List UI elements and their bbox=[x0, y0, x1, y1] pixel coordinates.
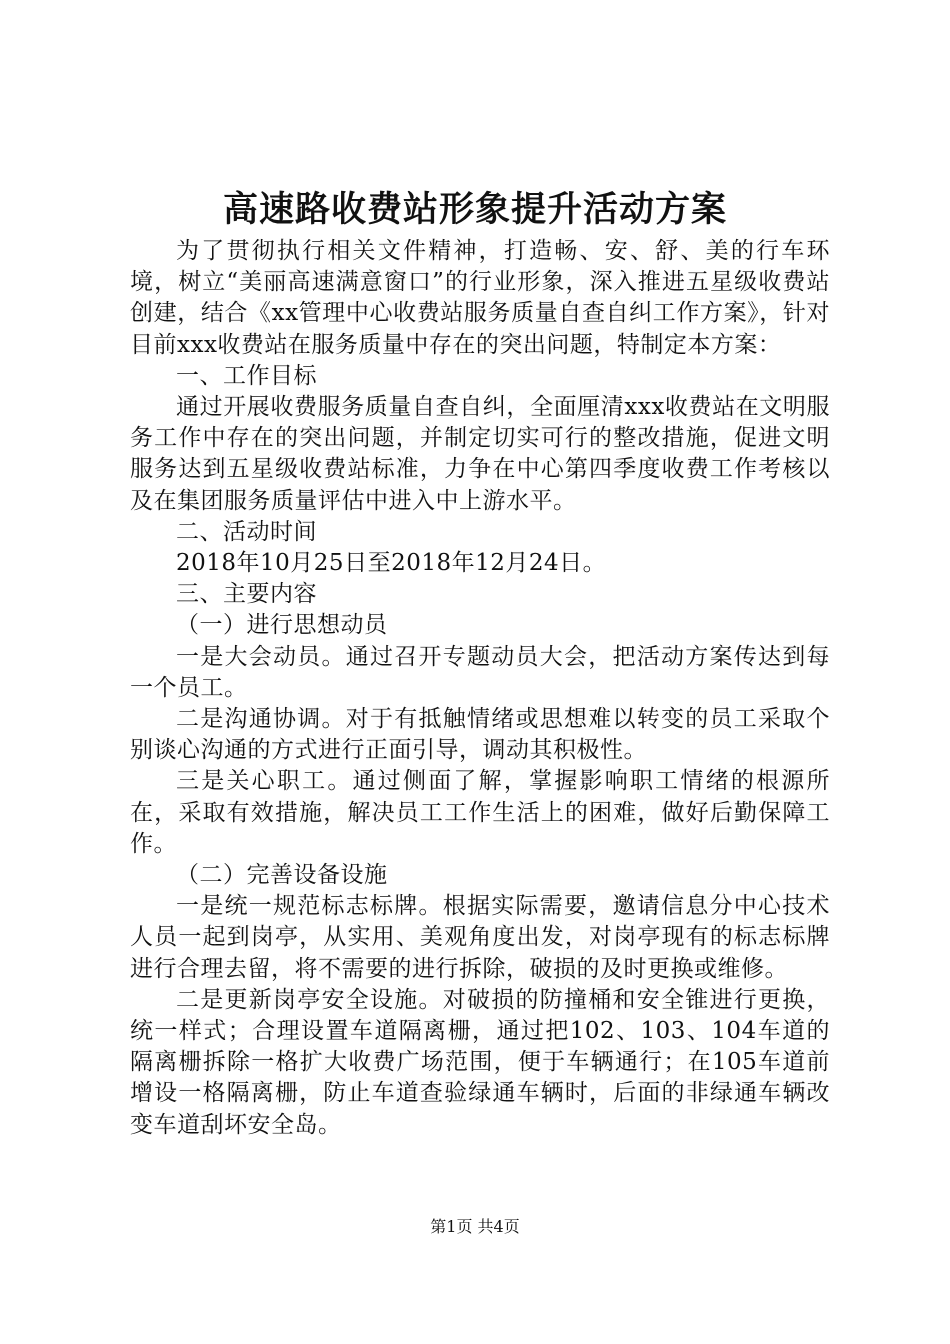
goals-paragraph: 通过开展收费服务质量自查自纠，全面厘清xxx收费站在文明服务工作中存在的突出问题，并制定切实可行的整改措施，促进文明服务达到五星级收费站标准，力争在中心第四季度收费工作考核以及在集团服务质量评估中进入中上游水平。 bbox=[130, 394, 830, 514]
facilities-item-1: 一是统一规范标志标牌。根据实际需要，邀请信息分中心技术人员一起到岗亭，从实用、美观角度出发，对岗亭现有的标志标牌进行合理去留，将不需要的进行拆除，破损的及时更换或维修。 bbox=[130, 893, 830, 982]
subsection-heading-facilities: （二）完善设备设施 bbox=[176, 862, 388, 889]
time-paragraph: 2018年10月25日至2018年12月24日。 bbox=[176, 550, 607, 577]
mobilization-item-1: 一是大会动员。通过召开专题动员大会，把活动方案传达到每一个员工。 bbox=[130, 643, 830, 701]
facilities-item-2: 二是更新岗亭安全设施。对破损的防撞桶和安全锥进行更换，统一样式；合理设置车道隔离栅，通过把102、103、104车道的隔离栅拆除一格扩大收费广场范围，便于车辆通行；在105车道前增设一格隔离栅，防止车道查验绿通车辆时，后面的非绿通车辆改变车道刮坏安全岛。 bbox=[130, 986, 830, 1138]
mobilization-item-3: 三是关心职工。通过侧面了解，掌握影响职工情绪的根源所在，采取有效措施，解决员工工作生活上的困难，做好后勤保障工作。 bbox=[130, 768, 830, 857]
section-heading-time: 二、活动时间 bbox=[176, 518, 317, 545]
section-heading-content: 三、主要内容 bbox=[176, 581, 317, 608]
page-footer: 第1页 共4页 bbox=[430, 1217, 520, 1236]
intro-paragraph: 为了贯彻执行相关文件精神，打造畅、安、舒、美的行车环境，树立“美丽高速满意窗口”的行业形象，深入推进五星级收费站创建，结合《xx管理中心收费站服务质量自查自纠工作方案》，针对目前xxx收费站在服务质量中存在的突出问题，特制定本方案： bbox=[130, 238, 830, 358]
document-body bbox=[130, 236, 830, 1141]
section-heading-goals: 一、工作目标 bbox=[176, 362, 317, 389]
document-title: 高速路收费站形象提升活动方案 bbox=[222, 189, 727, 230]
subsection-heading-mobilization: （一）进行思想动员 bbox=[176, 612, 388, 639]
mobilization-item-2: 二是沟通协调。对于有抵触情绪或思想难以转变的员工采取个别谈心沟通的方式进行正面引导，调动其积极性。 bbox=[130, 706, 830, 764]
